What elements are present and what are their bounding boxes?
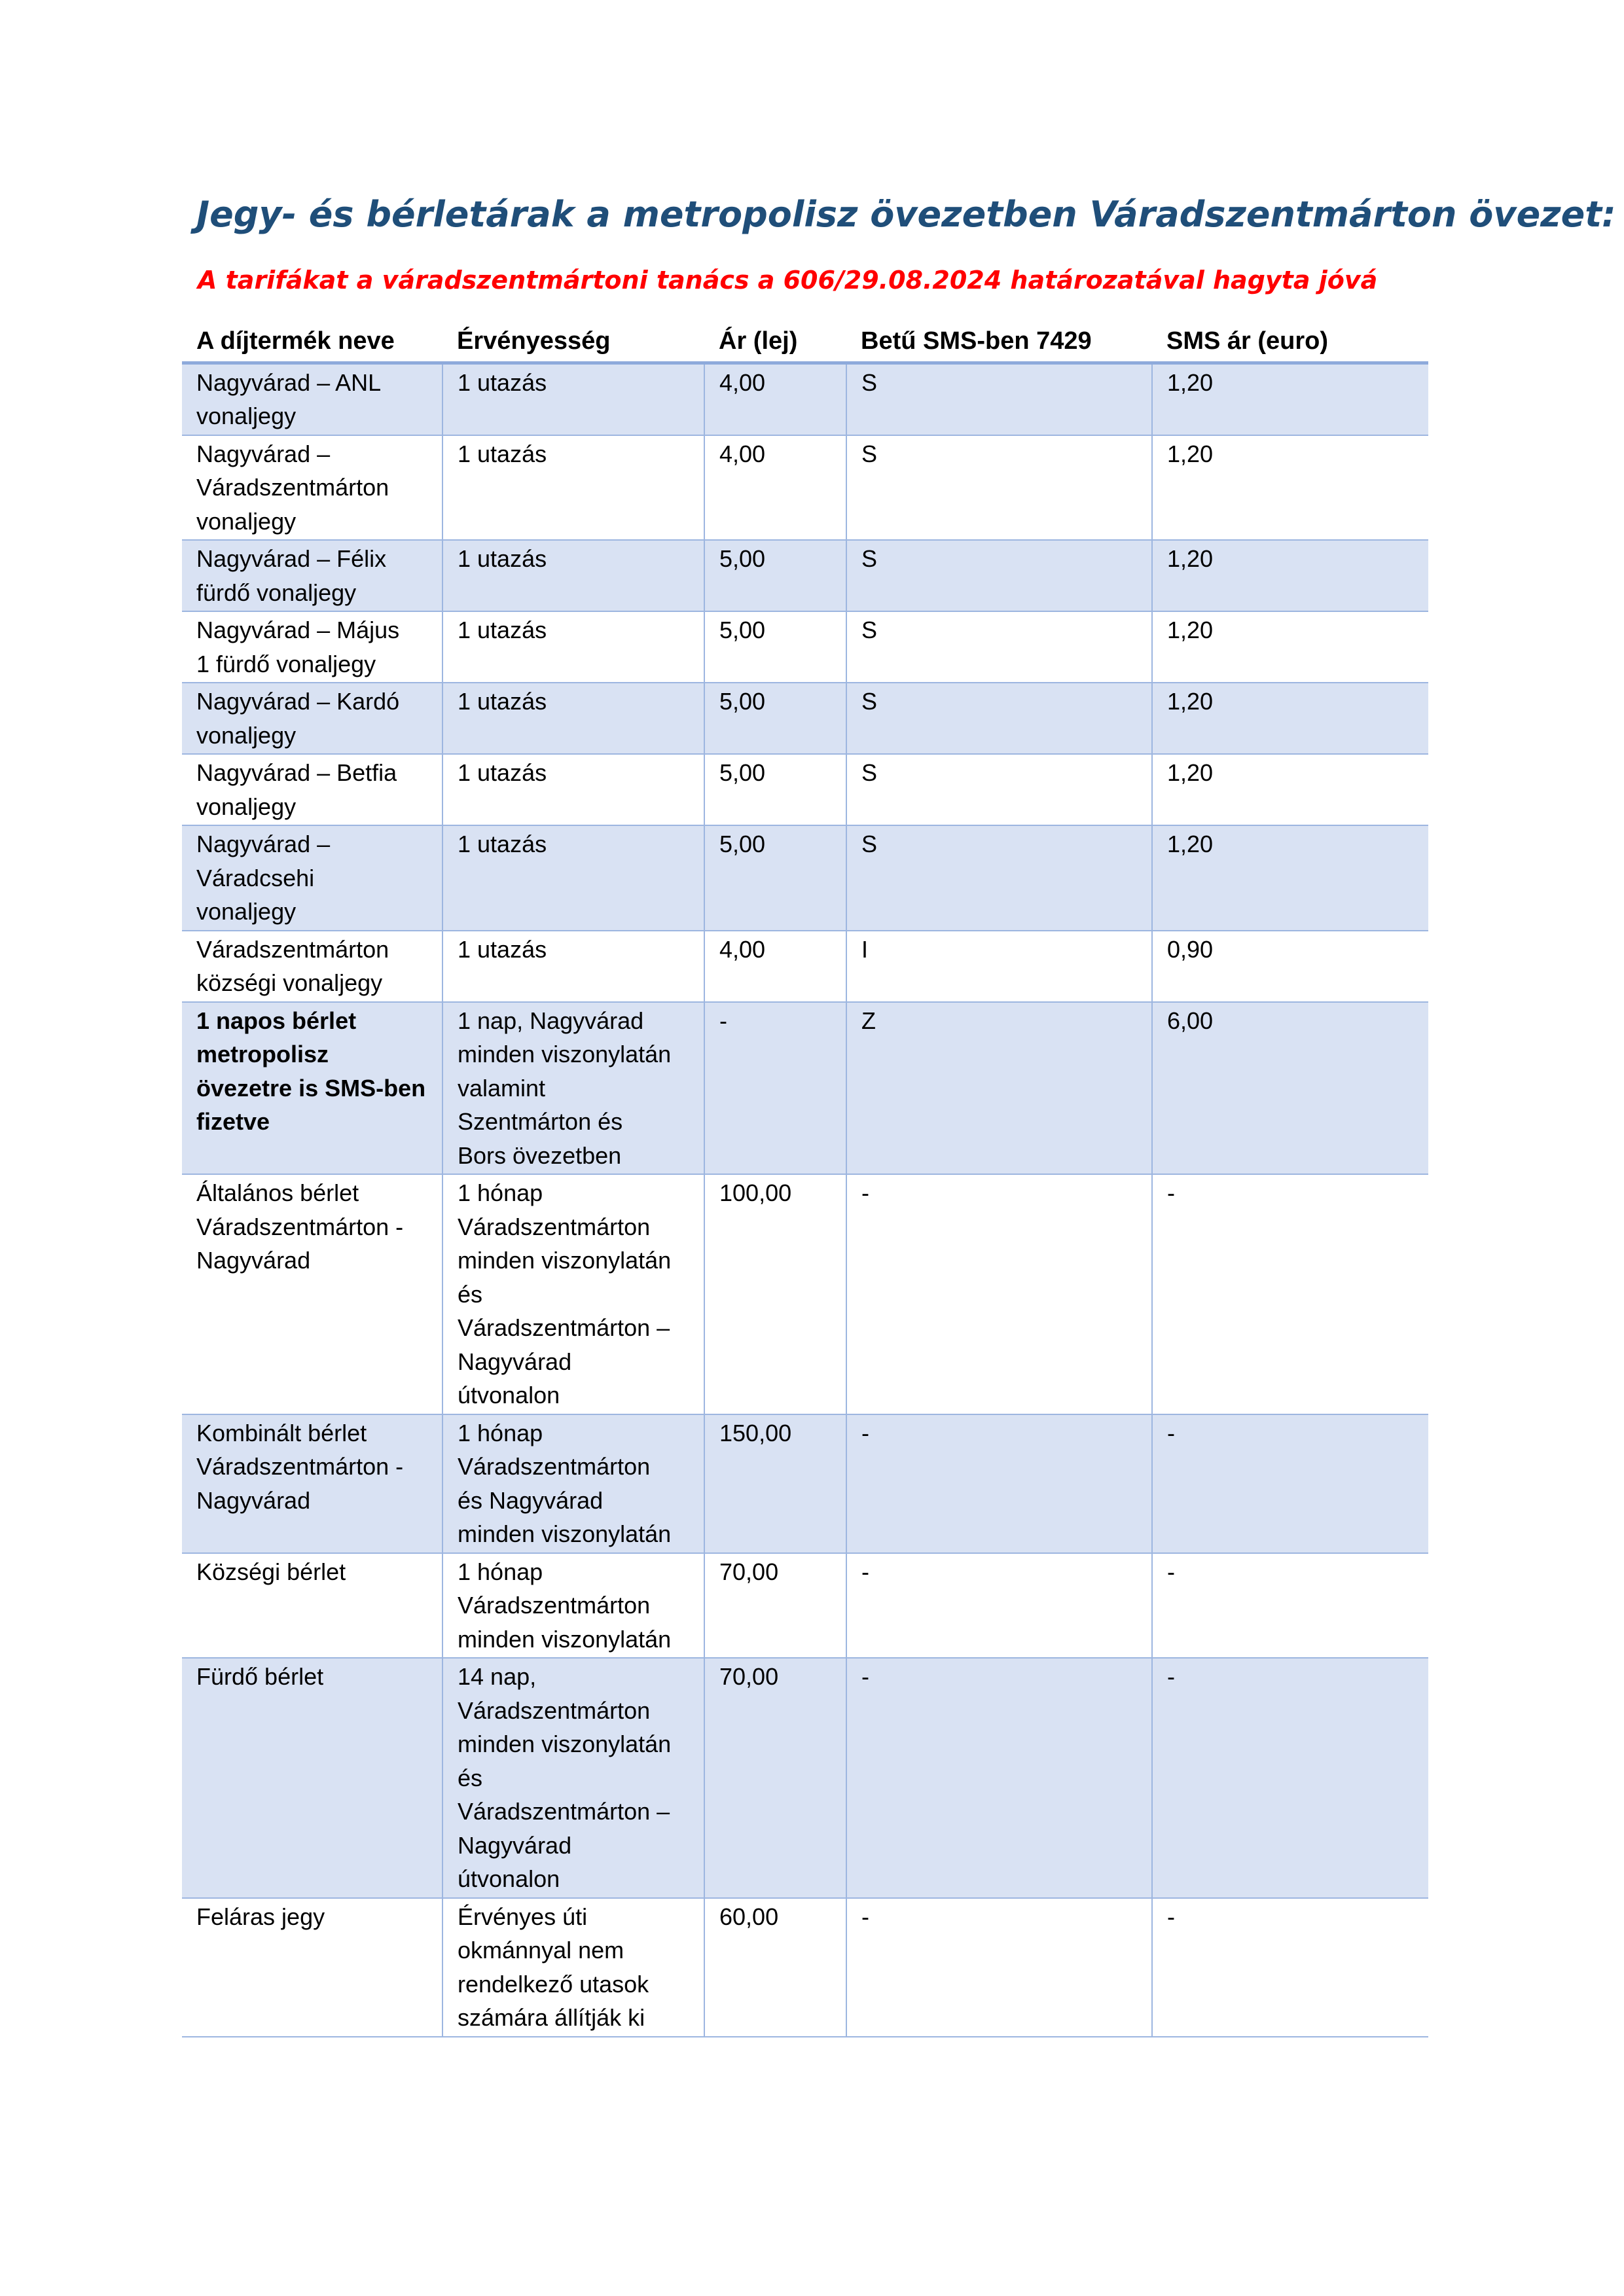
cell-sms-price: - (1152, 1898, 1428, 2037)
cell-sms-letter: Z (846, 1002, 1152, 1175)
cell-product-name: Feláras jegy (182, 1898, 442, 2037)
header-sms-letter: Betű SMS-ben 7429 (846, 321, 1152, 363)
cell-sms-price: 1,20 (1152, 363, 1428, 435)
header-product-name: A díjtermék neve (182, 321, 442, 363)
cell-sms-price: 1,20 (1152, 611, 1428, 683)
cell-product-name: Nagyvárad – Kardó vonaljegy (182, 683, 442, 754)
cell-validity: 1 utazás (442, 683, 704, 754)
table-row (182, 1898, 1428, 2037)
header-sms-price: SMS ár (euro) (1152, 321, 1428, 363)
cell-sms-letter: I (846, 931, 1152, 1002)
cell-sms-letter: S (846, 611, 1152, 683)
cell-validity: 1 utazás (442, 435, 704, 541)
table-row (182, 1658, 1428, 1898)
cell-price: 60,00 (704, 1898, 846, 2037)
cell-price: 5,00 (704, 683, 846, 754)
cell-price: 100,00 (704, 1174, 846, 1414)
cell-product-name: Fürdő bérlet (182, 1658, 442, 1898)
cell-validity: 1 utazás (442, 611, 704, 683)
cell-sms-letter: S (846, 363, 1152, 435)
table-row (182, 611, 1428, 683)
cell-product-name: Nagyvárad – Május 1 fürdő vonaljegy (182, 611, 442, 683)
cell-price: 70,00 (704, 1553, 846, 1659)
cell-validity: 1 utazás (442, 540, 704, 611)
document-subtitle: A tarifákat a váradszentmártoni tanács a 606/29.08.2024 határozatával hagyta jóvá (198, 266, 1378, 295)
cell-product-name: 1 napos bérlet metropolisz övezetre is SMS-ben fizetve (182, 1002, 442, 1175)
cell-product-name: Kombinált bérlet Váradszentmárton - Nagyvárad (182, 1414, 442, 1553)
cell-sms-letter: - (846, 1414, 1152, 1553)
cell-price: - (704, 1002, 846, 1175)
cell-sms-letter: S (846, 754, 1152, 825)
cell-sms-price: 1,20 (1152, 683, 1428, 754)
cell-validity: 1 nap, Nagyvárad minden viszonylatán valamint Szentmárton és Bors övezetben (442, 1002, 704, 1175)
cell-price: 5,00 (704, 611, 846, 683)
table-body (182, 363, 1428, 2037)
cell-sms-letter: S (846, 540, 1152, 611)
cell-sms-price: 1,20 (1152, 754, 1428, 825)
cell-sms-letter: - (846, 1898, 1152, 2037)
cell-product-name: Nagyvárad – ANL vonaljegy (182, 363, 442, 435)
cell-product-name: Nagyvárad – Betfia vonaljegy (182, 754, 442, 825)
table-row (182, 1002, 1428, 1175)
cell-price: 5,00 (704, 540, 846, 611)
cell-sms-price: - (1152, 1414, 1428, 1553)
cell-validity: 1 utazás (442, 825, 704, 931)
cell-sms-price: 1,20 (1152, 540, 1428, 611)
cell-sms-price: 1,20 (1152, 435, 1428, 541)
cell-validity: 1 hónap Váradszentmárton minden viszonylatán (442, 1553, 704, 1659)
tariff-table (182, 321, 1428, 2037)
cell-price: 4,00 (704, 931, 846, 1002)
cell-validity: 14 nap, Váradszentmárton minden viszonylatán és Váradszentmárton – Nagyvárad útvonalon (442, 1658, 704, 1898)
table-row (182, 1174, 1428, 1414)
cell-sms-letter: S (846, 435, 1152, 541)
cell-sms-price: 6,00 (1152, 1002, 1428, 1175)
cell-product-name: Nagyvárad – Váradszentmárton vonaljegy (182, 435, 442, 541)
table-row (182, 435, 1428, 541)
cell-price: 4,00 (704, 435, 846, 541)
cell-validity: 1 utazás (442, 931, 704, 1002)
table-row (182, 683, 1428, 754)
header-price: Ár (lej) (704, 321, 846, 363)
cell-validity: 1 utazás (442, 363, 704, 435)
cell-sms-price: - (1152, 1658, 1428, 1898)
cell-product-name: Nagyvárad – Váradcsehi vonaljegy (182, 825, 442, 931)
cell-price: 5,00 (704, 754, 846, 825)
table-row (182, 825, 1428, 931)
cell-product-name: Községi bérlet (182, 1553, 442, 1659)
cell-validity: Érvényes úti okmánnyal nem rendelkező utasok számára állítják ki (442, 1898, 704, 2037)
cell-product-name: Nagyvárad – Félix fürdő vonaljegy (182, 540, 442, 611)
table-row (182, 540, 1428, 611)
cell-sms-letter: S (846, 825, 1152, 931)
header-validity: Érvényesség (442, 321, 704, 363)
table-row (182, 754, 1428, 825)
cell-price: 4,00 (704, 363, 846, 435)
cell-product-name: Általános bérlet Váradszentmárton - Nagyvárad (182, 1174, 442, 1414)
cell-sms-price: - (1152, 1553, 1428, 1659)
document-title: Jegy- és bérletárak a metropolisz övezetben Váradszentmárton övezet: (196, 194, 1616, 235)
cell-sms-price: - (1152, 1174, 1428, 1414)
cell-price: 70,00 (704, 1658, 846, 1898)
cell-product-name: Váradszentmárton községi vonaljegy (182, 931, 442, 1002)
cell-price: 150,00 (704, 1414, 846, 1553)
table-row (182, 1553, 1428, 1659)
cell-sms-letter: - (846, 1658, 1152, 1898)
cell-validity: 1 hónap Váradszentmárton és Nagyvárad minden viszonylatán (442, 1414, 704, 1553)
cell-sms-letter: - (846, 1553, 1152, 1659)
cell-validity: 1 hónap Váradszentmárton minden viszonylatán és Váradszentmárton – Nagyvárad útvonalon (442, 1174, 704, 1414)
cell-validity: 1 utazás (442, 754, 704, 825)
cell-sms-price: 0,90 (1152, 931, 1428, 1002)
cell-price: 5,00 (704, 825, 846, 931)
table-header-row (182, 321, 1428, 363)
table-row (182, 1414, 1428, 1553)
cell-sms-letter: - (846, 1174, 1152, 1414)
table-row (182, 363, 1428, 435)
cell-sms-price: 1,20 (1152, 825, 1428, 931)
table-row (182, 931, 1428, 1002)
cell-sms-letter: S (846, 683, 1152, 754)
